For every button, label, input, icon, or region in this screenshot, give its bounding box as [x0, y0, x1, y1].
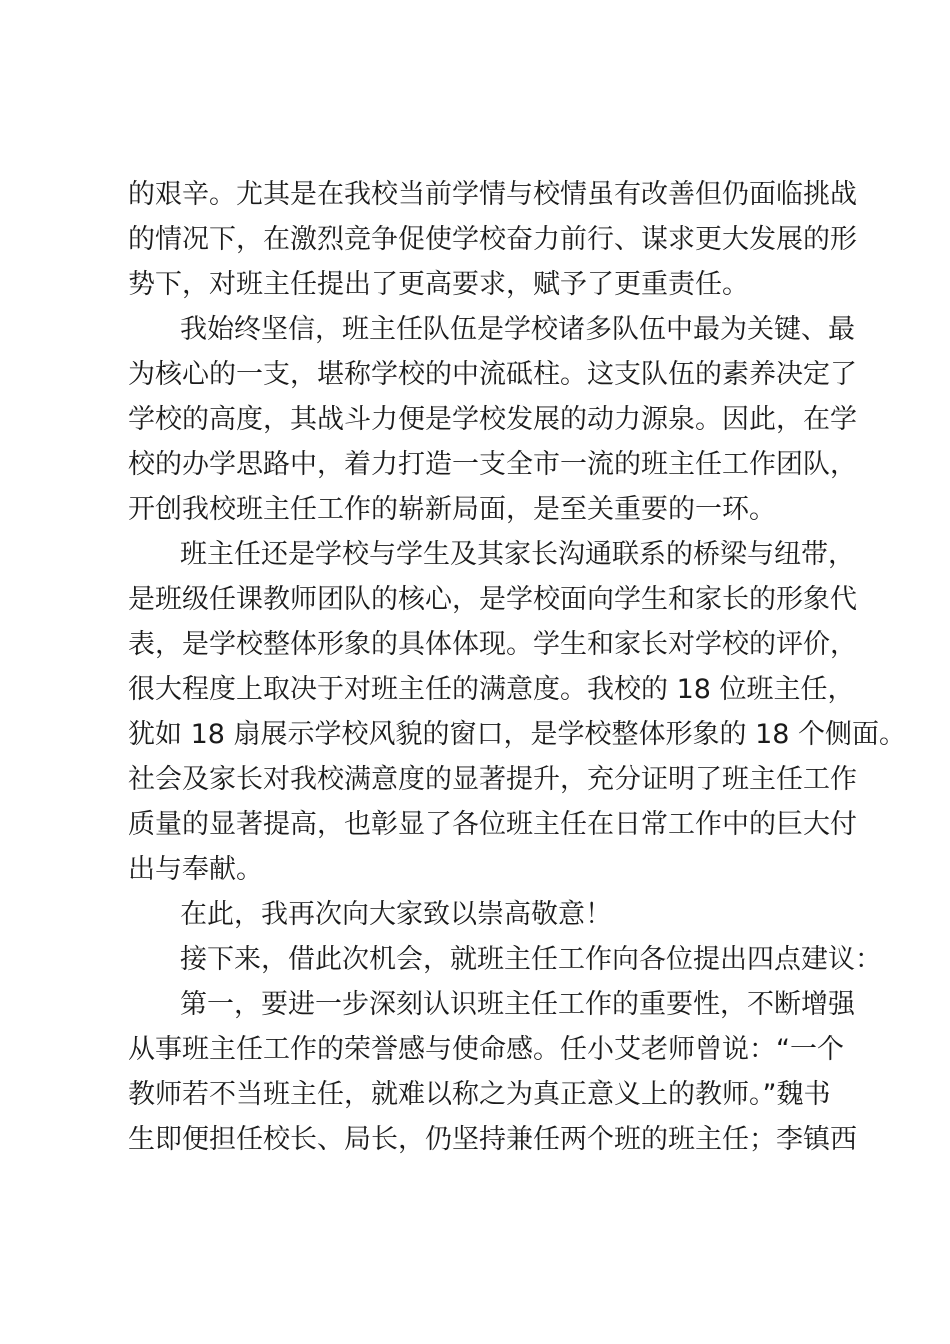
text-line: 是班级任课教师团队的核心，是学校面向学生和家长的形象代 [128, 584, 857, 615]
text-line: 出与奉献。 [128, 854, 263, 885]
text-line: 的情况下，在激烈竞争促使学校奋力前行、谋求更大发展的形 [128, 224, 857, 255]
paragraph-first-line: 在此，我再次向大家致以崇高敬意！ [180, 899, 612, 930]
text-line: 势下，对班主任提出了更高要求，赋予了更重责任。 [128, 269, 749, 300]
paragraph-first-line: 第一，要进一步深刻认识班主任工作的重要性，不断增强 [180, 989, 855, 1020]
paragraph-first-line: 接下来，借此次机会，就班主任工作向各位提出四点建议： [180, 944, 882, 975]
text-line: 犹如 18 扇展示学校风貌的窗口，是学校整体形象的 18 个侧面。 [128, 719, 907, 750]
text-line: 质量的显著提高，也彰显了各位班主任在日常工作中的巨大付 [128, 809, 857, 840]
text-line: 开创我校班主任工作的崭新局面，是至关重要的一环。 [128, 494, 776, 525]
text-line: 学校的高度，其战斗力便是学校发展的动力源泉。因此，在学 [128, 404, 857, 435]
text-line: 为核心的一支，堪称学校的中流砥柱。这支队伍的素养决定了 [128, 359, 857, 390]
text-line: 从事班主任工作的荣誉感与使命感。任小艾老师曾说：“一个 [128, 1034, 844, 1065]
text-line: 很大程度上取决于对班主任的满意度。我校的 18 位班主任， [128, 674, 855, 705]
paragraph-first-line: 我始终坚信，班主任队伍是学校诸多队伍中最为关键、最 [180, 314, 855, 345]
text-line: 教师若不当班主任，就难以称之为真正意义上的教师。”魏书 [128, 1079, 831, 1110]
text-line: 表，是学校整体形象的具体体现。学生和家长对学校的评价， [128, 629, 857, 660]
text-line: 的艰辛。尤其是在我校当前学情与校情虽有改善但仍面临挑战 [128, 179, 857, 210]
text-line: 校的办学思路中，着力打造一支全市一流的班主任工作团队， [128, 449, 857, 480]
text-line: 生即便担任校长、局长，仍坚持兼任两个班的班主任；李镇西 [128, 1124, 857, 1155]
text-line: 社会及家长对我校满意度的显著提升，充分证明了班主任工作 [128, 764, 857, 795]
paragraph-first-line: 班主任还是学校与学生及其家长沟通联系的桥梁与纽带， [180, 539, 855, 570]
